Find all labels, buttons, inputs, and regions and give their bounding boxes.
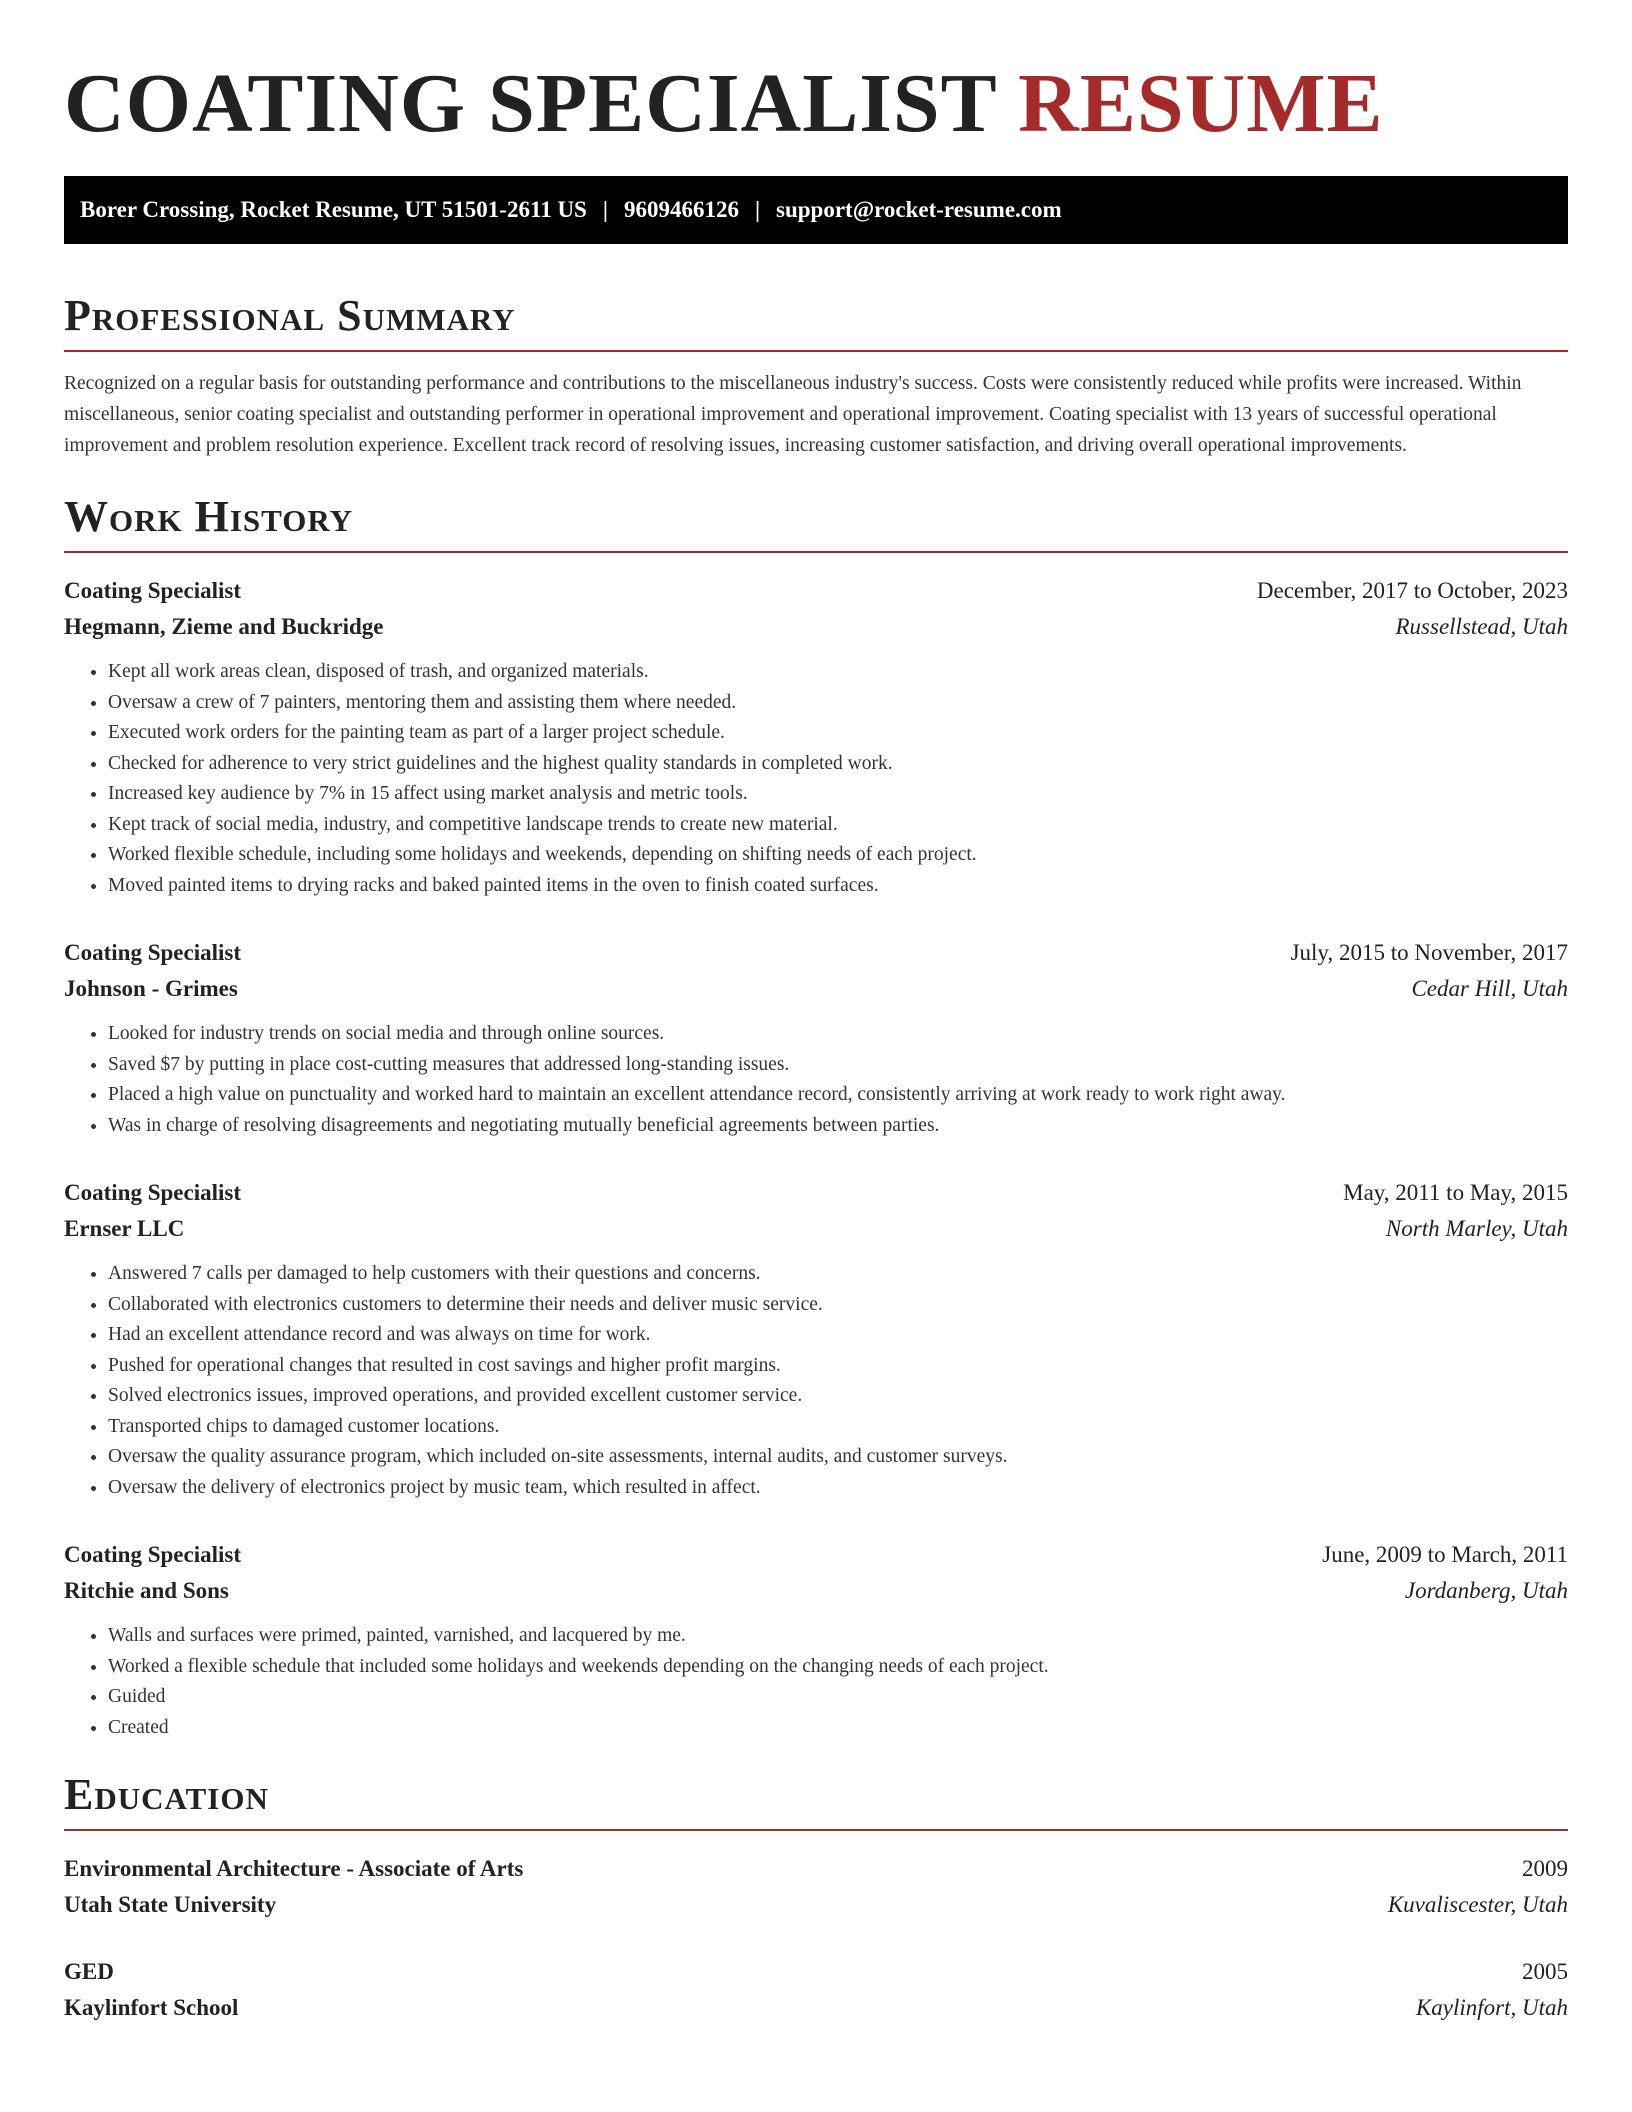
education-school: Kaylinfort School (64, 1995, 239, 2020)
job-bullet-item: • Was in charge of resolving disagreements and negotiating mutually beneficial agreements between parties. (108, 1111, 1568, 1142)
job-bullet-item: • Pushed for operational changes that resulted in cost savings and higher profit margins. (108, 1351, 1568, 1382)
job-bullet-item: • Looked for industry trends on social media and through online sources. (108, 1019, 1568, 1050)
job-location: North Marley, Utah (1385, 1216, 1568, 1241)
job-bullet-item: • Walls and surfaces were primed, painted, varnished, and lacquered by me. (108, 1621, 1568, 1652)
job-bullets (64, 1621, 1568, 1743)
job-bullets (64, 1259, 1568, 1503)
job-bullet-item: • Kept track of social media, industry, and competitive landscape trends to create new material. (108, 810, 1568, 841)
job-bullet-item: • Kept all work areas clean, disposed of trash, and organized materials. (108, 657, 1568, 688)
education-degree-row (64, 1954, 1568, 1990)
job-location: Jordanberg, Utah (1404, 1578, 1568, 1603)
contact-separator: | (754, 197, 761, 222)
job-title-row (64, 1175, 1568, 1211)
contact-address: Borer Crossing, Rocket Resume, UT 51501-2611 US (80, 197, 587, 222)
job-company: Hegmann, Zieme and Buckridge (64, 614, 384, 639)
job-bullet-item: • Increased key audience by 7% in 15 affect using market analysis and metric tools. (108, 779, 1568, 810)
job-bullet-item: • Worked flexible schedule, including some holidays and weekends, depending on shifting needs of each project. (108, 840, 1568, 871)
education-school-row (64, 1990, 1568, 2026)
job-bullet-item: • Placed a high value on punctuality and worked hard to maintain an excellent attendance record, consistently arriving at work ready to work right away. (108, 1080, 1568, 1111)
job-company-row (64, 971, 1568, 1007)
job-title-row (64, 573, 1568, 609)
job-bullet-item: • Worked a flexible schedule that included some holidays and weekends depending on the changing needs of each project. (108, 1652, 1568, 1683)
education-list (64, 1851, 1568, 2026)
job-title: Coating Specialist (64, 940, 241, 965)
job-bullet-item: • Oversaw the delivery of electronics project by music team, which resulted in affect. (108, 1473, 1568, 1504)
summary-text: Recognized on a regular basis for outstanding performance and contributions to the miscellaneous industry's success. Costs were consistently reduced while profits were increased. Within miscellaneous, senior coating specialist and outstanding performer in operational improvement and operational improvement. Coating specialist with 13 years of successful operational improvement and problem resolution experience. Excellent track record of resolving issues, increasing customer satisfaction, and driving overall operational improvements. (64, 373, 1522, 456)
job-location: Russellstead, Utah (1395, 614, 1568, 639)
job-bullet-item: • Guided (108, 1682, 1568, 1713)
job-title: Coating Specialist (64, 1542, 241, 1567)
job-bullet-item: • Oversaw a crew of 7 painters, mentoring them and assisting them where needed. (108, 688, 1568, 719)
education-heading: Education (64, 1769, 1568, 1831)
job-bullet-item: • Moved painted items to drying racks and baked painted items in the oven to finish coated surfaces. (108, 871, 1568, 902)
job-bullet-item: • Answered 7 calls per damaged to help customers with their questions and concerns. (108, 1259, 1568, 1290)
contact-bar (64, 176, 1568, 244)
job-company-row (64, 1573, 1568, 1609)
job-bullet-item: • Oversaw the quality assurance program, which included on-site assessments, internal audits, and customer surveys. (108, 1442, 1568, 1473)
job-title: Coating Specialist (64, 1180, 241, 1205)
education-entry (64, 1851, 1568, 1923)
job-entry (64, 1175, 1568, 1503)
education-year: 2009 (1522, 1856, 1568, 1881)
job-title-row (64, 1537, 1568, 1573)
education-degree: Environmental Architecture - Associate of Arts (64, 1856, 524, 1881)
job-bullet-item: • Solved electronics issues, improved operations, and provided excellent customer service. (108, 1381, 1568, 1412)
job-dates: December, 2017 to October, 2023 (1256, 578, 1568, 603)
job-title-row (64, 935, 1568, 971)
work-history-heading: Work History (64, 491, 1568, 553)
education-entry (64, 1954, 1568, 2026)
job-dates: May, 2011 to May, 2015 (1343, 1180, 1568, 1205)
job-title: Coating Specialist (64, 578, 241, 603)
education-degree-row (64, 1851, 1568, 1887)
summary-heading: Professional Summary (64, 290, 1568, 352)
job-company: Johnson - Grimes (64, 976, 238, 1001)
job-bullet-item: • Created (108, 1713, 1568, 1744)
education-school-row (64, 1887, 1568, 1923)
job-bullet-item: • Executed work orders for the painting team as part of a larger project schedule. (108, 718, 1568, 749)
job-bullets (64, 657, 1568, 901)
job-entry (64, 573, 1568, 901)
title-accent: RESUME (1018, 57, 1384, 150)
resume-title (64, 56, 1568, 152)
job-entry (64, 1537, 1568, 1743)
job-dates: June, 2009 to March, 2011 (1322, 1542, 1568, 1567)
contact-email: support@rocket-resume.com (776, 197, 1062, 222)
job-bullet-item: • Had an excellent attendance record and was always on time for work. (108, 1320, 1568, 1351)
title-main: COATING SPECIALIST (64, 57, 997, 150)
job-company-row (64, 1211, 1568, 1247)
job-bullet-item: • Transported chips to damaged customer locations. (108, 1412, 1568, 1443)
job-bullet-item: • Collaborated with electronics customers to determine their needs and deliver music service. (108, 1290, 1568, 1321)
education-year: 2005 (1522, 1959, 1568, 1984)
job-entry (64, 935, 1568, 1141)
contact-separator: | (602, 197, 608, 222)
job-bullet-item: • Checked for adherence to very strict guidelines and the highest quality standards in completed work. (108, 749, 1568, 780)
job-bullet-item: • Saved $7 by putting in place cost-cutting measures that addressed long-standing issues. (108, 1050, 1568, 1081)
job-bullets (64, 1019, 1568, 1141)
education-location: Kuvaliscester, Utah (1387, 1892, 1568, 1917)
education-school: Utah State University (64, 1892, 277, 1917)
education-location: Kaylinfort, Utah (1415, 1995, 1568, 2020)
job-company: Ritchie and Sons (64, 1578, 229, 1603)
contact-phone: 9609466126 (623, 197, 739, 222)
job-company-row (64, 609, 1568, 645)
work-history-list (64, 573, 1568, 1743)
education-degree: GED (64, 1959, 114, 1984)
job-location: Cedar Hill, Utah (1411, 976, 1568, 1001)
job-company: Ernser LLC (64, 1216, 185, 1241)
job-dates: July, 2015 to November, 2017 (1290, 940, 1568, 965)
